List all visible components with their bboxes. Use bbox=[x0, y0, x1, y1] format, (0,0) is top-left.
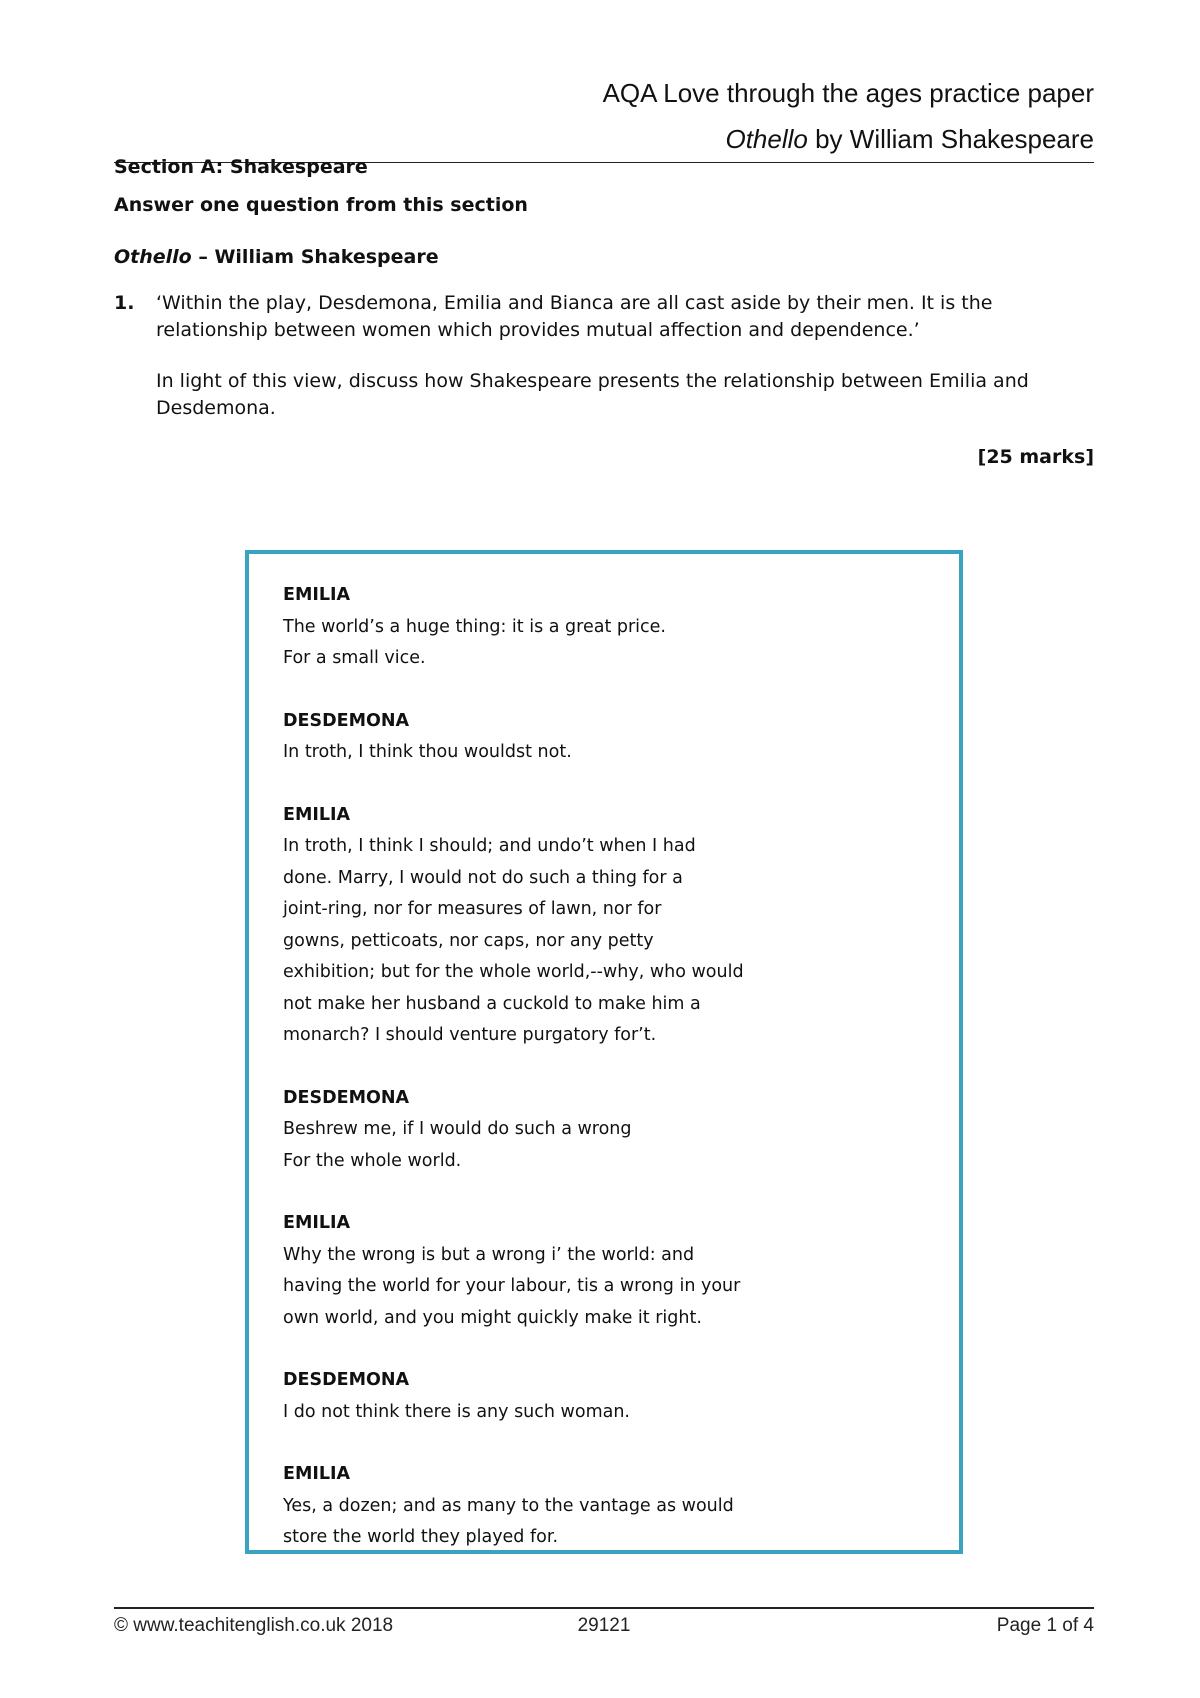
speaker-name: EMILIA bbox=[283, 1213, 351, 1233]
speech-line: The world’s a huge thing: it is a great price. bbox=[283, 616, 666, 637]
speech-block bbox=[283, 580, 925, 675]
speech-line: own world, and you might quickly make it right. bbox=[283, 1307, 702, 1328]
speech-block bbox=[283, 1083, 925, 1178]
speaker-name: EMILIA bbox=[283, 804, 351, 825]
speech-block bbox=[283, 1365, 925, 1428]
question-task: In light of this view, discuss how Shakespeare presents the relationship between Emilia and Desdemona. bbox=[156, 370, 1029, 419]
speech-block bbox=[283, 800, 925, 1052]
marks-label: [25 marks] bbox=[977, 446, 1094, 468]
text-heading-author: – William Shakespeare bbox=[191, 246, 439, 268]
question-area bbox=[114, 150, 1094, 471]
speech-line: In troth, I think I should; and undo’t when I had bbox=[283, 836, 696, 856]
question-1 bbox=[114, 290, 1094, 422]
question-number: 1. bbox=[114, 292, 135, 314]
speech-line: For the whole world. bbox=[283, 1150, 462, 1171]
speech-line: exhibition; but for the whole world,--why, who would bbox=[283, 962, 744, 982]
speech-line: Yes, a dozen; and as many to the vantage as would bbox=[283, 1495, 734, 1516]
extract-box bbox=[245, 550, 963, 1554]
section-instruction: Answer one question from this section bbox=[114, 194, 528, 216]
speech-line: In troth, I think thou wouldst not. bbox=[283, 742, 572, 762]
footer-copyright-link[interactable]: © www.teachitenglish.co.uk 2018 bbox=[114, 1615, 394, 1636]
speech-block bbox=[283, 706, 925, 769]
speaker-name: DESDEMONA bbox=[283, 1370, 410, 1390]
speech-line: I do not think there is any such woman. bbox=[283, 1401, 630, 1422]
speech-block bbox=[283, 1208, 925, 1334]
speech-line: having the world for your labour, tis a wrong in your bbox=[283, 1276, 741, 1296]
text-heading-title: Othello bbox=[114, 246, 192, 268]
speech-line: For a small vice. bbox=[283, 648, 426, 668]
document-title: AQA Love through the ages practice paper bbox=[602, 78, 1094, 108]
speech-line: joint-ring, nor for measures of lawn, nor for bbox=[283, 899, 662, 919]
speech-line: done. Marry, I would not do such a thing for a bbox=[283, 867, 683, 888]
footer-resource-code: 29121 bbox=[577, 1615, 631, 1636]
speech-line: gowns, petticoats, nor caps, nor any petty bbox=[283, 930, 654, 951]
speech-line: not make her husband a cuckold to make him a bbox=[283, 993, 701, 1014]
speech-line: Why the wrong is but a wrong i’ the world: and bbox=[283, 1244, 695, 1265]
speaker-name: EMILIA bbox=[283, 585, 351, 605]
speaker-name: DESDEMONA bbox=[283, 1087, 410, 1108]
speech-block bbox=[283, 1459, 925, 1554]
speech-line: store the world they played for. bbox=[283, 1527, 559, 1547]
speaker-name: DESDEMONA bbox=[283, 710, 410, 731]
subtitle-author: by William Shakespeare bbox=[807, 124, 1094, 154]
section-heading: Section A: Shakespeare bbox=[114, 156, 368, 178]
text-heading bbox=[114, 240, 1094, 290]
question-statement: ‘Within the play, Desdemona, Emilia and Bianca are all cast aside by their men. It is the relationship between women which provides mutual affection and dependence.’ bbox=[156, 292, 993, 341]
footer-page-number: Page 1 of 4 bbox=[996, 1615, 1094, 1636]
page-footer bbox=[114, 1607, 1094, 1637]
speaker-name: EMILIA bbox=[283, 1464, 351, 1484]
question-body bbox=[156, 290, 1094, 422]
speech-line: monarch? I should venture purgatory for’t. bbox=[283, 1025, 657, 1045]
speech-line: Beshrew me, if I would do such a wrong bbox=[283, 1119, 632, 1139]
subtitle-play-title: Othello bbox=[725, 124, 808, 154]
